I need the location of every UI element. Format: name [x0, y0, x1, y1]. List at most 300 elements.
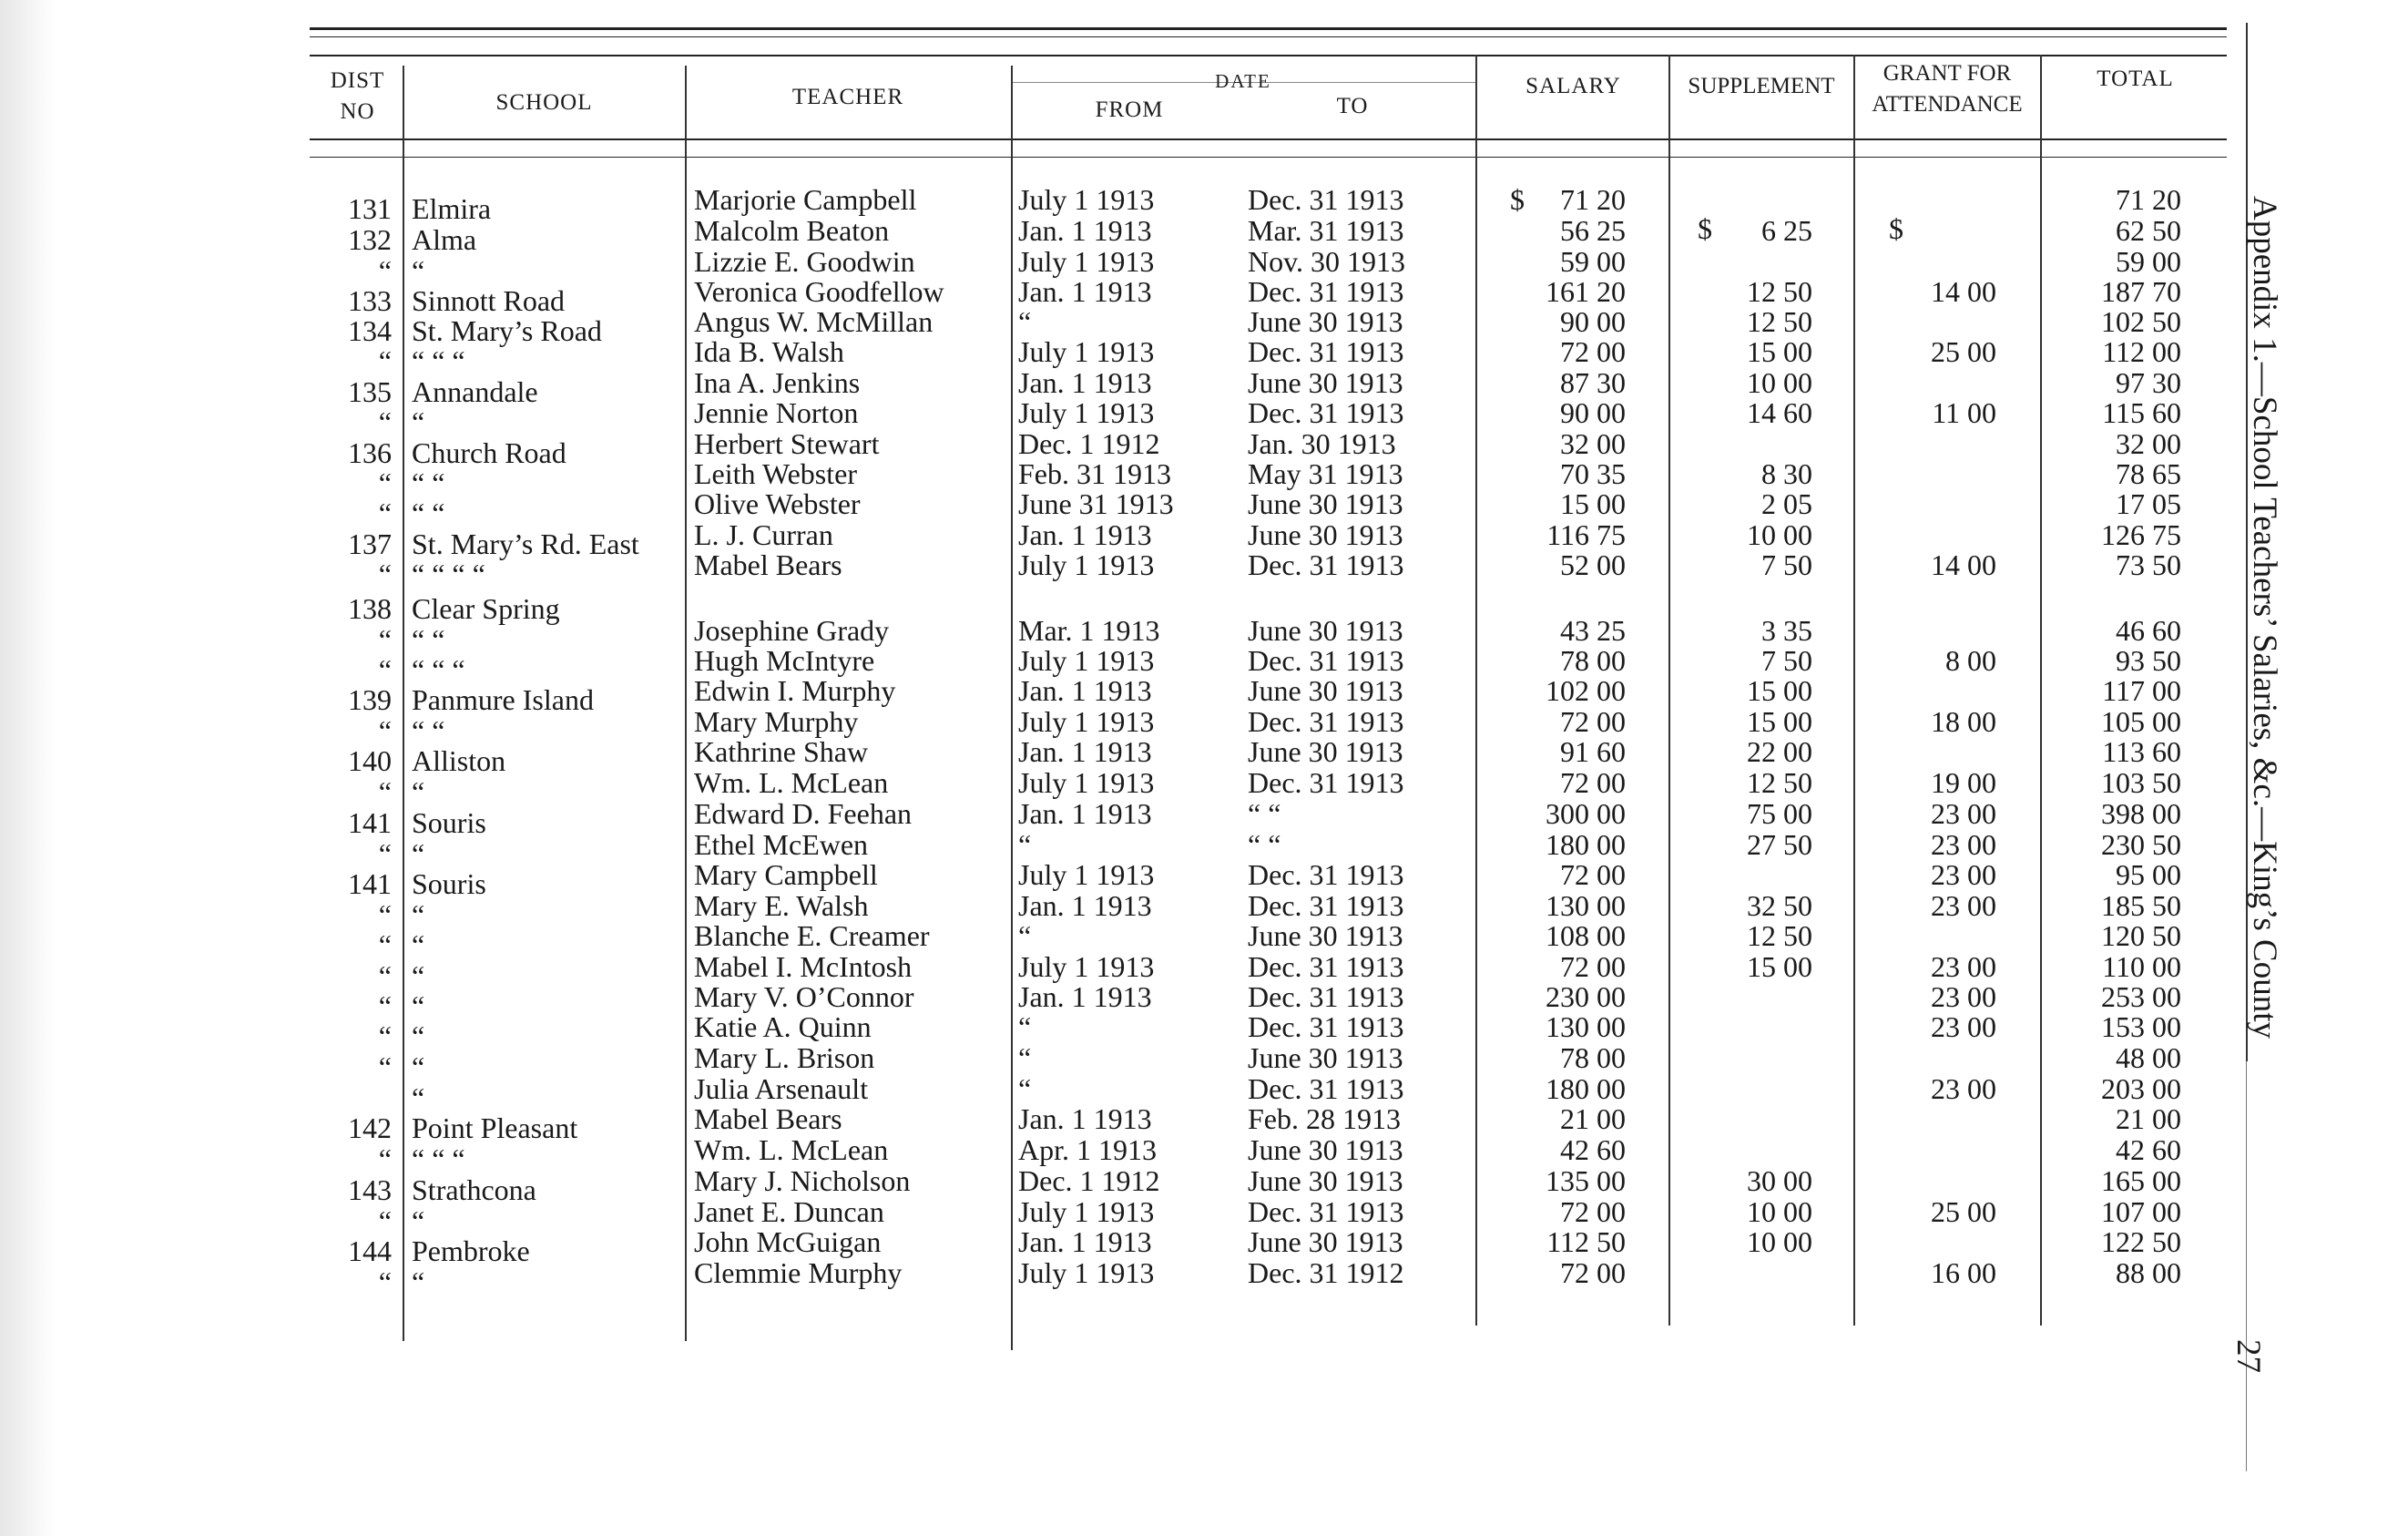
salary-cell: 102 00: [1546, 674, 1626, 707]
top-rule-2: [310, 36, 2227, 37]
from-date-cell: July 1 1913: [1018, 183, 1155, 216]
dist-cell: 133: [348, 284, 392, 317]
grant-cell: [1876, 615, 1996, 646]
school-cell: “: [412, 775, 425, 808]
supplement-cell: [1694, 246, 1812, 277]
dist-cell: “: [378, 558, 392, 590]
to-date-cell: Dec. 31 1913: [1248, 950, 1404, 983]
to-date-cell: Dec. 31 1913: [1248, 396, 1404, 429]
dist-cell: 137: [348, 527, 392, 560]
grant-cell: [1876, 212, 1996, 246]
salary-cell: 78 00: [1560, 1041, 1626, 1074]
supplement-cell: 15 00: [1747, 674, 1812, 707]
grant-cell: [1876, 920, 1996, 951]
salary-cell: 112 50: [1546, 1225, 1626, 1258]
teacher-cell: Malcolm Beaton: [694, 214, 890, 247]
from-date-cell: Jan. 1 1913: [1018, 889, 1152, 922]
salary-cell: 43 25: [1560, 614, 1626, 647]
grant-cell: 23 00: [1931, 889, 1996, 922]
dist-cell: “: [378, 1204, 392, 1237]
teacher-cell: Clemmie Murphy: [694, 1256, 903, 1289]
from-date-cell: July 1 1913: [1018, 1256, 1155, 1289]
school-cell: “: [412, 1081, 425, 1114]
school-cell: “: [412, 1204, 425, 1237]
total-cell: 112 00: [2102, 335, 2181, 368]
salary-cell: 130 00: [1546, 889, 1626, 922]
salary-cell: 71 20: [1560, 183, 1626, 216]
to-date-cell: June 30 1913: [1248, 518, 1403, 551]
to-date-cell: June 30 1913: [1248, 674, 1403, 707]
total-cell: 73 50: [2116, 548, 2181, 581]
col-rule-supplement: [1668, 55, 1670, 1326]
dist-cell: 142: [348, 1111, 392, 1144]
dist-cell: “: [378, 1265, 392, 1298]
dist-cell: 140: [348, 744, 392, 777]
school-cell: “: [412, 928, 425, 961]
from-date-cell: July 1 1913: [1018, 644, 1155, 677]
grant-cell: 23 00: [1931, 1072, 1996, 1105]
grant-cell: 16 00: [1931, 1256, 1996, 1289]
grant-cell: 23 00: [1931, 950, 1996, 983]
total-cell: 153 00: [2101, 1010, 2181, 1043]
grant-cell: 23 00: [1931, 828, 1996, 861]
total-cell: 97 30: [2116, 366, 2181, 399]
to-date-cell: Dec. 31 1913: [1248, 766, 1404, 799]
school-cell: Church Road: [412, 436, 566, 469]
grant-cell: 25 00: [1931, 335, 1996, 368]
total-cell: [2058, 584, 2181, 615]
supplement-cell: 75 00: [1747, 797, 1812, 830]
teacher-cell: Ida B. Walsh: [694, 335, 844, 368]
school-cell: St. Mary’s Road: [412, 314, 602, 347]
school-cell: Point Pleasant: [412, 1111, 578, 1144]
from-date-cell: Jan. 1 1913: [1018, 214, 1152, 247]
supplement-cell: 6 25: [1761, 214, 1812, 247]
header-teacher: TEACHER: [791, 85, 904, 109]
supplement-cell: [1694, 1073, 1812, 1104]
school-cell: “ “: [412, 497, 445, 529]
school-cell: “ “ “: [412, 1142, 465, 1175]
right-margin-tick: [2246, 1061, 2247, 1471]
supplement-cell: 22 00: [1747, 735, 1812, 768]
supplement-dollar-mark: $: [1698, 212, 1712, 245]
grant-cell: 8 00: [1945, 644, 1996, 677]
teacher-cell: Olive Webster: [694, 487, 861, 520]
grant-cell: [1876, 1103, 1996, 1134]
col-rule-grant: [1853, 55, 1855, 1326]
to-date-cell: Dec. 31 1913: [1248, 1195, 1404, 1228]
school-cell: Annandale: [412, 375, 538, 408]
school-cell: “: [412, 405, 425, 438]
teacher-cell: Marjorie Campbell: [694, 183, 917, 216]
from-date-cell: July 1 1913: [1018, 335, 1155, 368]
supplement-cell: 10 00: [1747, 1225, 1812, 1258]
to-date-cell: June 30 1913: [1248, 735, 1403, 768]
header-supplement: SUPPLEMENT: [1688, 74, 1835, 98]
from-date-cell: July 1 1913: [1018, 1195, 1155, 1228]
teacher-cell: Mary Murphy: [694, 705, 859, 738]
grant-cell: [1876, 306, 1996, 337]
school-cell: “: [412, 837, 425, 870]
salary-cell: 42 60: [1560, 1133, 1626, 1166]
from-date-cell: “: [1018, 1041, 1032, 1074]
total-cell: 46 60: [2116, 614, 2181, 647]
to-date-cell: June 30 1913: [1248, 305, 1403, 338]
to-date-cell: June 30 1913: [1248, 1164, 1403, 1197]
grant-cell: [1876, 184, 1996, 215]
col-rule-school: [403, 66, 404, 1341]
grant-cell: [1876, 246, 1996, 277]
page-number: 27: [2229, 1339, 2267, 1373]
teacher-cell: Mary E. Walsh: [694, 889, 869, 922]
grant-cell: [1876, 488, 1996, 519]
salary-cell: 108 00: [1546, 919, 1626, 952]
dist-cell: “: [378, 1142, 392, 1175]
supplement-cell: [1694, 1134, 1812, 1165]
supplement-cell: 10 00: [1747, 1195, 1812, 1228]
school-cell: “ “ “ “: [412, 558, 485, 590]
grant-cell: 14 00: [1931, 548, 1996, 581]
supplement-cell: 32 50: [1747, 889, 1812, 922]
from-date-cell: July 1 1913: [1018, 396, 1155, 429]
to-date-cell: Dec. 31 1913: [1248, 183, 1404, 216]
grant-cell: 11 00: [1932, 396, 1996, 429]
to-date-cell: June 30 1913: [1248, 366, 1403, 399]
grant-cell: [1876, 1226, 1996, 1257]
teacher-cell: Lizzie E. Goodwin: [694, 245, 915, 278]
from-date-cell: “: [1018, 305, 1032, 338]
grant-cell: [1876, 1165, 1996, 1196]
total-cell: 71 20: [2116, 183, 2181, 216]
grant-cell: [1876, 367, 1996, 398]
to-date-cell: Dec. 31 1912: [1248, 1256, 1404, 1289]
salary-dollar-mark: $: [1510, 183, 1525, 216]
teacher-cell: Mary V. O’Connor: [694, 980, 914, 1013]
supplement-cell: 12 50: [1747, 919, 1812, 952]
grant-cell: [1876, 1134, 1996, 1165]
teacher-cell: Janet E. Duncan: [694, 1195, 884, 1228]
salary-cell: 161 20: [1546, 275, 1626, 308]
teacher-cell: Edwin I. Murphy: [694, 674, 896, 707]
dist-cell: 138: [348, 592, 392, 625]
teacher-cell: Edward D. Feehan: [694, 797, 913, 830]
supplement-cell: [1694, 428, 1812, 459]
teacher-cell: Mary J. Nicholson: [694, 1164, 911, 1197]
header-top-rule: [310, 55, 2227, 56]
from-date-cell: July 1 1913: [1018, 950, 1155, 983]
total-cell: 105 00: [2101, 705, 2181, 738]
from-date-cell: Mar. 1 1913: [1018, 614, 1160, 647]
from-date-cell: July 1 1913: [1018, 858, 1155, 891]
from-date-cell: June 31 1913: [1018, 487, 1174, 520]
total-cell: 95 00: [2116, 858, 2181, 891]
grant-cell: 23 00: [1931, 797, 1996, 830]
school-cell: Elmira: [412, 192, 492, 225]
supplement-cell: 12 50: [1747, 275, 1812, 308]
supplement-cell: [1694, 1103, 1812, 1134]
dist-cell: “: [378, 898, 392, 931]
from-date-cell: “: [1018, 1010, 1032, 1043]
salary-cell: 72 00: [1560, 335, 1626, 368]
school-cell: Pembroke: [412, 1234, 530, 1267]
to-date-cell: Feb. 28 1913: [1248, 1102, 1401, 1135]
header-grant: GRANT FOR ATTENDANCE: [1872, 61, 2023, 117]
total-cell: 93 50: [2116, 644, 2181, 677]
header-bottom-rule: [310, 138, 2227, 140]
total-cell: 120 50: [2101, 919, 2181, 952]
salary-cell: 87 30: [1560, 366, 1626, 399]
teacher-cell: Mary Campbell: [694, 858, 878, 891]
from-date-cell: Jan. 1 1913: [1018, 980, 1152, 1013]
total-cell: 253 00: [2101, 980, 2181, 1013]
school-cell: Panmure Island: [412, 683, 594, 716]
to-date-cell: Dec. 31 1913: [1248, 335, 1404, 368]
school-cell: St. Mary’s Rd. East: [412, 527, 639, 560]
grant-cell: 23 00: [1931, 1010, 1996, 1043]
to-date-cell: June 30 1913: [1248, 614, 1403, 647]
total-cell: 17 05: [2116, 487, 2181, 520]
salary-cell: 135 00: [1546, 1164, 1626, 1197]
school-cell: Souris: [412, 867, 486, 900]
supplement-cell: 10 00: [1747, 518, 1812, 551]
teacher-cell: Angus W. McMillan: [694, 305, 934, 338]
grant-cell: [1876, 1042, 1996, 1073]
salary-cell: 72 00: [1560, 1256, 1626, 1289]
to-date-cell: Dec. 31 1913: [1248, 705, 1404, 738]
dist-cell: “: [378, 837, 392, 870]
dist-cell: “: [378, 466, 392, 499]
school-cell: “: [412, 898, 425, 931]
grant-dollar-mark: $: [1889, 212, 1903, 245]
from-date-cell: Apr. 1 1913: [1018, 1133, 1157, 1166]
grant-cell: 14 00: [1931, 275, 1996, 308]
total-cell: 21 00: [2116, 1102, 2181, 1135]
from-date-cell: July 1 1913: [1018, 766, 1155, 799]
salary-cell: 59 00: [1560, 245, 1626, 278]
from-date-cell: Jan. 1 1913: [1018, 674, 1152, 707]
salary-cell: 72 00: [1560, 950, 1626, 983]
supplement-cell: [1694, 184, 1812, 215]
salary-cell: 15 00: [1560, 487, 1626, 520]
salary-cell: 52 00: [1560, 548, 1626, 581]
teacher-cell: [694, 584, 1008, 615]
to-date-cell: Dec. 31 1913: [1248, 644, 1404, 677]
school-cell: “: [412, 1019, 425, 1052]
dist-cell: “: [378, 775, 392, 808]
salary-cell: 300 00: [1546, 797, 1626, 830]
total-cell: 115 60: [2102, 396, 2181, 429]
grant-cell: [1876, 675, 1996, 706]
teacher-cell: L. J. Curran: [694, 518, 833, 551]
school-cell: Sinnott Road: [412, 284, 566, 317]
from-date-cell: Jan. 1 1913: [1018, 518, 1152, 551]
page-edge-shadow: [0, 0, 55, 1536]
to-date-cell: “ “: [1248, 828, 1281, 861]
to-date-cell: Dec. 31 1913: [1248, 1010, 1404, 1043]
col-rule-date: [1011, 66, 1013, 1350]
salary-cell: 72 00: [1560, 766, 1626, 799]
supplement-cell: 8 30: [1761, 457, 1812, 490]
supplement-cell: [1694, 981, 1812, 1012]
school-cell: “: [412, 989, 425, 1022]
total-cell: 185 50: [2101, 889, 2181, 922]
teacher-cell: Josephine Grady: [694, 614, 890, 647]
salary-cell: [1494, 584, 1626, 615]
total-cell: 107 00: [2101, 1195, 2181, 1228]
supplement-cell: 2 05: [1761, 487, 1812, 520]
dist-cell: “: [378, 989, 392, 1022]
to-date-cell: Nov. 30 1913: [1248, 245, 1406, 278]
from-date-cell: Jan. 1 1913: [1018, 1102, 1152, 1135]
grant-cell: [1876, 458, 1996, 489]
grant-cell: [1876, 584, 1996, 615]
total-cell: 103 50: [2101, 766, 2181, 799]
header-salary: SALARY: [1525, 74, 1621, 98]
from-date-cell: July 1 1913: [1018, 705, 1155, 738]
dist-cell: “: [378, 344, 392, 377]
school-cell: Clear Spring: [412, 592, 560, 625]
total-cell: 32 00: [2116, 427, 2181, 460]
dist-cell: “: [378, 1050, 392, 1083]
supplement-cell: 14 60: [1747, 396, 1812, 429]
grant-cell: [1876, 519, 1996, 550]
supplement-cell: 12 50: [1747, 305, 1812, 338]
total-cell: 122 50: [2101, 1225, 2181, 1258]
total-cell: 59 00: [2116, 245, 2181, 278]
teacher-cell: Hugh McIntyre: [694, 644, 875, 677]
salary-cell: 180 00: [1546, 828, 1626, 861]
salary-cell: 72 00: [1560, 705, 1626, 738]
salary-cell: 90 00: [1560, 305, 1626, 338]
dist-cell: “: [378, 623, 392, 656]
teacher-cell: Jennie Norton: [694, 396, 859, 429]
to-date-cell: June 30 1913: [1248, 1133, 1403, 1166]
to-date-cell: Dec. 31 1913: [1248, 858, 1404, 891]
salary-cell: 78 00: [1560, 644, 1626, 677]
top-rule: [310, 27, 2227, 30]
from-date-cell: “: [1018, 1072, 1032, 1105]
total-cell: 78 65: [2116, 457, 2181, 490]
teacher-cell: Mabel Bears: [694, 548, 842, 581]
grant-cell: 25 00: [1931, 1195, 1996, 1228]
dist-cell: “: [378, 1019, 392, 1052]
salary-cell: 72 00: [1560, 1195, 1626, 1228]
salary-cell: 116 75: [1546, 518, 1626, 551]
dist-cell: 131: [348, 192, 392, 225]
from-date-cell: “: [1018, 828, 1032, 861]
to-date-cell: June 30 1913: [1248, 487, 1403, 520]
supplement-cell: [1694, 1011, 1812, 1042]
total-cell: 102 50: [2101, 305, 2181, 338]
dist-cell: “: [378, 497, 392, 529]
from-date-cell: Jan. 1 1913: [1018, 275, 1152, 308]
teacher-cell: Leith Webster: [694, 457, 857, 490]
from-date-cell: Dec. 1 1912: [1018, 427, 1160, 460]
total-cell: 62 50: [2116, 214, 2181, 247]
school-cell: “ “ “: [412, 653, 465, 686]
school-cell: “: [412, 1265, 425, 1298]
school-cell: “ “: [412, 623, 445, 656]
supplement-cell: 3 35: [1761, 614, 1812, 647]
supplement-cell: 7 50: [1761, 644, 1812, 677]
salary-cell: 230 00: [1546, 980, 1626, 1013]
school-cell: “ “: [412, 714, 445, 747]
salary-cell: 180 00: [1546, 1072, 1626, 1105]
total-cell: 117 00: [2102, 674, 2181, 707]
school-cell: “ “: [412, 466, 445, 499]
from-date-cell: Dec. 1 1912: [1018, 1164, 1160, 1197]
grant-cell: 23 00: [1931, 980, 1996, 1013]
grant-cell: 18 00: [1931, 705, 1996, 738]
col-rule-salary: [1475, 55, 1477, 1326]
from-date-cell: Jan. 1 1913: [1018, 735, 1152, 768]
salary-cell: 90 00: [1560, 396, 1626, 429]
grant-cell: [1876, 736, 1996, 767]
dist-cell: 134: [348, 314, 392, 347]
salary-cell: 72 00: [1560, 858, 1626, 891]
to-date-cell: Dec. 31 1913: [1248, 889, 1404, 922]
school-cell: Alma: [412, 223, 477, 256]
to-date-cell: June 30 1913: [1248, 1225, 1403, 1258]
salary-cell: 21 00: [1560, 1102, 1626, 1135]
supplement-cell: 27 50: [1747, 828, 1812, 861]
total-cell: 88 00: [2116, 1256, 2181, 1289]
dist-cell: “: [378, 254, 392, 287]
total-cell: 165 00: [2101, 1164, 2181, 1197]
teacher-cell: Julia Arsenault: [694, 1072, 869, 1105]
supplement-cell: 15 00: [1747, 705, 1812, 738]
teacher-cell: Mabel Bears: [694, 1102, 842, 1135]
teacher-cell: Ina A. Jenkins: [694, 366, 861, 399]
teacher-cell: John McGuigan: [694, 1225, 882, 1258]
supplement-cell: [1694, 1257, 1812, 1288]
salary-cell: 56 25: [1560, 214, 1626, 247]
supplement-cell: 15 00: [1747, 950, 1812, 983]
teacher-cell: Mabel I. McIntosh: [694, 950, 913, 983]
supplement-cell: 12 50: [1747, 766, 1812, 799]
to-date-cell: Dec. 31 1913: [1248, 548, 1404, 581]
to-date-cell: [1248, 584, 1448, 615]
dist-cell: 136: [348, 436, 392, 469]
total-cell: 398 00: [2101, 797, 2181, 830]
school-cell: “: [412, 959, 425, 992]
teacher-cell: Ethel McEwen: [694, 828, 869, 861]
col-rule-total: [2040, 55, 2042, 1326]
header-bottom-rule-2: [310, 157, 2227, 158]
header-to: TO: [1336, 94, 1369, 118]
dist-cell: “: [378, 959, 392, 992]
dist-cell: 141: [348, 867, 392, 900]
header-from: FROM: [1095, 97, 1164, 122]
teacher-cell: Wm. L. McLean: [694, 1133, 889, 1166]
from-date-cell: [1018, 584, 1214, 615]
header-dist: DIST NO: [330, 68, 385, 124]
dist-cell: “: [378, 653, 392, 686]
school-cell: “: [412, 1050, 425, 1083]
header-total: TOTAL: [2097, 67, 2174, 91]
dist-cell: 132: [348, 223, 392, 256]
to-date-cell: Dec. 31 1913: [1248, 980, 1404, 1013]
to-date-cell: Jan. 30 1913: [1248, 427, 1396, 460]
dist-cell: “: [378, 928, 392, 961]
header-school: SCHOOL: [495, 90, 593, 115]
salary-cell: 130 00: [1546, 1010, 1626, 1043]
supplement-cell: [1694, 1042, 1812, 1073]
dist-cell: “: [378, 714, 392, 747]
total-cell: 203 00: [2101, 1072, 2181, 1105]
from-date-cell: Jan. 1 1913: [1018, 1225, 1152, 1258]
salary-cell: 32 00: [1560, 427, 1626, 460]
